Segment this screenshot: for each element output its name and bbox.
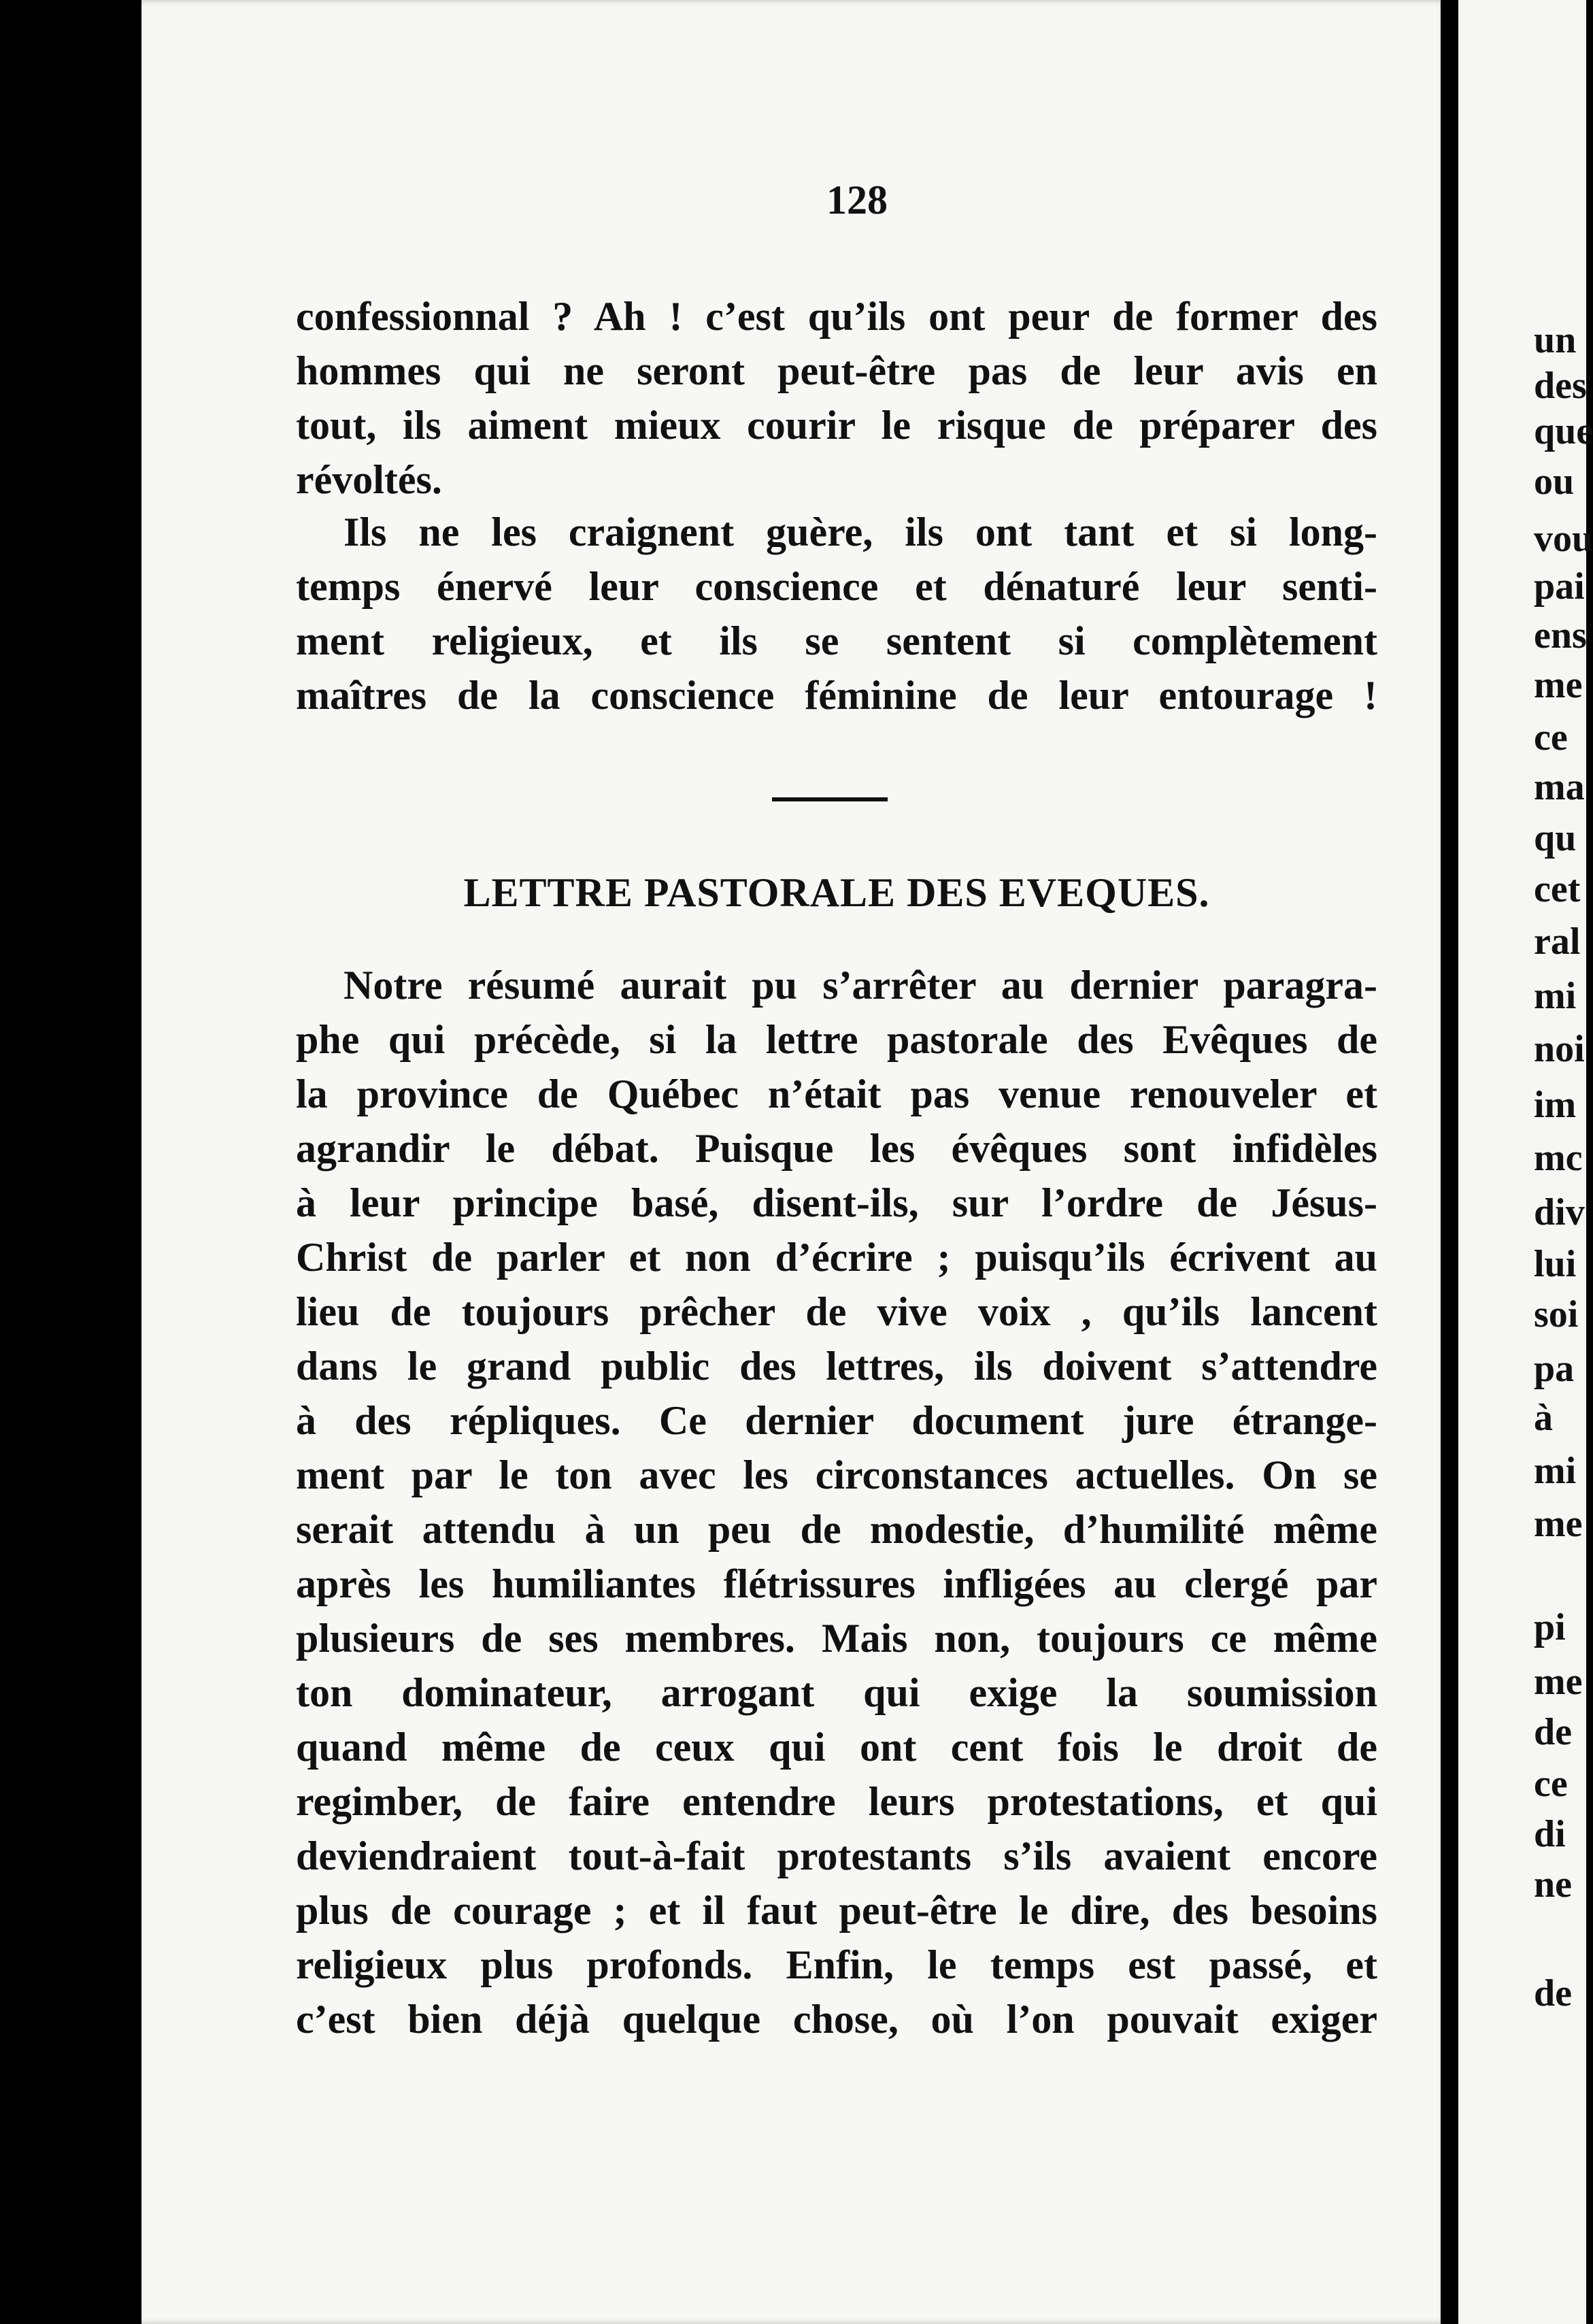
text-line: regimber, de faire entendre leurs protestations, et qui xyxy=(296,1779,1377,1824)
right-page-fragment: me xyxy=(1534,1503,1583,1545)
right-page-fragment: im xyxy=(1534,1084,1577,1126)
right-page-fragment: me xyxy=(1534,1661,1583,1703)
text-line: serait attendu à un peu de modestie, d’humilité même xyxy=(296,1507,1377,1552)
right-page-fragment: à xyxy=(1534,1397,1553,1439)
right-page-fragment: ce xyxy=(1534,1763,1568,1805)
right-page-fragment: mi xyxy=(1534,975,1577,1017)
text-line: ment religieux, et ils se sentent si complètement xyxy=(296,618,1377,663)
book-gutter xyxy=(1441,0,1458,2324)
text-line: ton dominateur, arrogant qui exige la soumission xyxy=(296,1670,1377,1715)
text-line: plusieurs de ses membres. Mais non, toujours ce même xyxy=(296,1616,1377,1661)
text-line: dans le grand public des lettres, ils doivent s’attendre xyxy=(296,1344,1377,1389)
right-page-fragment: noi xyxy=(1534,1028,1585,1070)
right-page-fragment: ens xyxy=(1534,614,1587,657)
right-page-fragment: ne xyxy=(1534,1863,1572,1906)
text-line: temps énervé leur conscience et dénaturé leur senti- xyxy=(296,564,1377,609)
text-line: phe qui précède, si la lettre pastorale des Evêques de xyxy=(296,1017,1377,1062)
text-line: révoltés. xyxy=(296,457,442,502)
right-page-fragment: de xyxy=(1534,1711,1572,1753)
text-line: à leur principe basé, disent-ils, sur l’ordre de Jésus- xyxy=(296,1180,1377,1225)
right-page-fragment: de xyxy=(1534,1972,1572,2014)
text-line: deviendraient tout-à-fait protestants s’ils avaient encore xyxy=(296,1833,1377,1878)
right-page-fragment: pa xyxy=(1534,1348,1575,1390)
right-page-fragment: soi xyxy=(1534,1293,1579,1335)
text-line: Christ de parler et non d’écrire ; puisqu’ils écrivent au xyxy=(296,1235,1377,1280)
right-page-fragment: ma xyxy=(1534,766,1585,808)
right-page-fragment: qu xyxy=(1534,817,1577,859)
page-number: 128 xyxy=(826,178,888,222)
right-page-fragment: cet xyxy=(1534,868,1581,910)
right-page-fragment: pai xyxy=(1534,565,1585,608)
right-page-fragment: me xyxy=(1534,664,1583,706)
text-line: lieu de toujours prêcher de vive voix , qu’ils lancent xyxy=(296,1289,1377,1334)
right-page-fragment: ce xyxy=(1534,716,1568,759)
right-page-fragment: lui xyxy=(1534,1243,1577,1285)
text-line: religieux plus profonds. Enfin, le temps est passé, et xyxy=(296,1942,1377,1987)
right-page-fragment: vou xyxy=(1534,518,1593,560)
text-line: maîtres de la conscience féminine de leur entourage ! xyxy=(296,673,1377,718)
right-page-fragment: ral xyxy=(1534,920,1581,963)
text-line: confessionnal ? Ah ! c’est qu’ils ont peur de former des xyxy=(296,294,1377,339)
text-line: tout, ils aiment mieux courir le risque de préparer des xyxy=(296,403,1377,448)
right-page-fragment: div xyxy=(1534,1191,1585,1233)
text-line: quand même de ceux qui ont cent fois le droit de xyxy=(296,1725,1377,1770)
text-line: Notre résumé aurait pu s’arrêter au dernier paragra- xyxy=(343,963,1377,1008)
text-line: la province de Québec n’était pas venue renouveler et xyxy=(296,1072,1377,1116)
paragraph-1 xyxy=(296,289,1377,507)
section-heading: LETTRE PASTORALE DES EVEQUES. xyxy=(463,870,1210,915)
text-line: agrandir le débat. Puisque les évêques sont infidèles xyxy=(296,1126,1377,1171)
right-page-fragment: di xyxy=(1534,1813,1566,1855)
text-line: c’est bien déjà quelque chose, où l’on pouvait exiger xyxy=(296,1997,1377,2042)
text-line: à des répliques. Ce dernier document jure étrange- xyxy=(296,1398,1377,1443)
paragraph-3 xyxy=(296,958,1377,2046)
paragraph-2 xyxy=(296,505,1377,723)
right-page-fragment: que xyxy=(1534,410,1593,452)
text-line: plus de courage ; et il faut peut-être le dire, des besoins xyxy=(296,1888,1377,1933)
right-page-fragment: ou xyxy=(1534,461,1575,503)
text-line: ment par le ton avec les circonstances actuelles. On se xyxy=(296,1452,1377,1497)
text-line: après les humiliantes flétrissures infligées au clergé par xyxy=(296,1561,1377,1606)
text-line: hommes qui ne seront peut-être pas de leur avis en xyxy=(296,348,1377,393)
right-page-fragment: mc xyxy=(1534,1137,1583,1179)
right-page-fragment: des xyxy=(1534,365,1587,407)
right-page-fragment: un xyxy=(1534,319,1577,361)
text-line: Ils ne les craignent guère, ils ont tant et si long- xyxy=(343,510,1377,554)
right-page-fragment: pi xyxy=(1534,1606,1566,1648)
right-page-fragment: mi xyxy=(1534,1450,1577,1492)
section-divider xyxy=(772,797,888,801)
